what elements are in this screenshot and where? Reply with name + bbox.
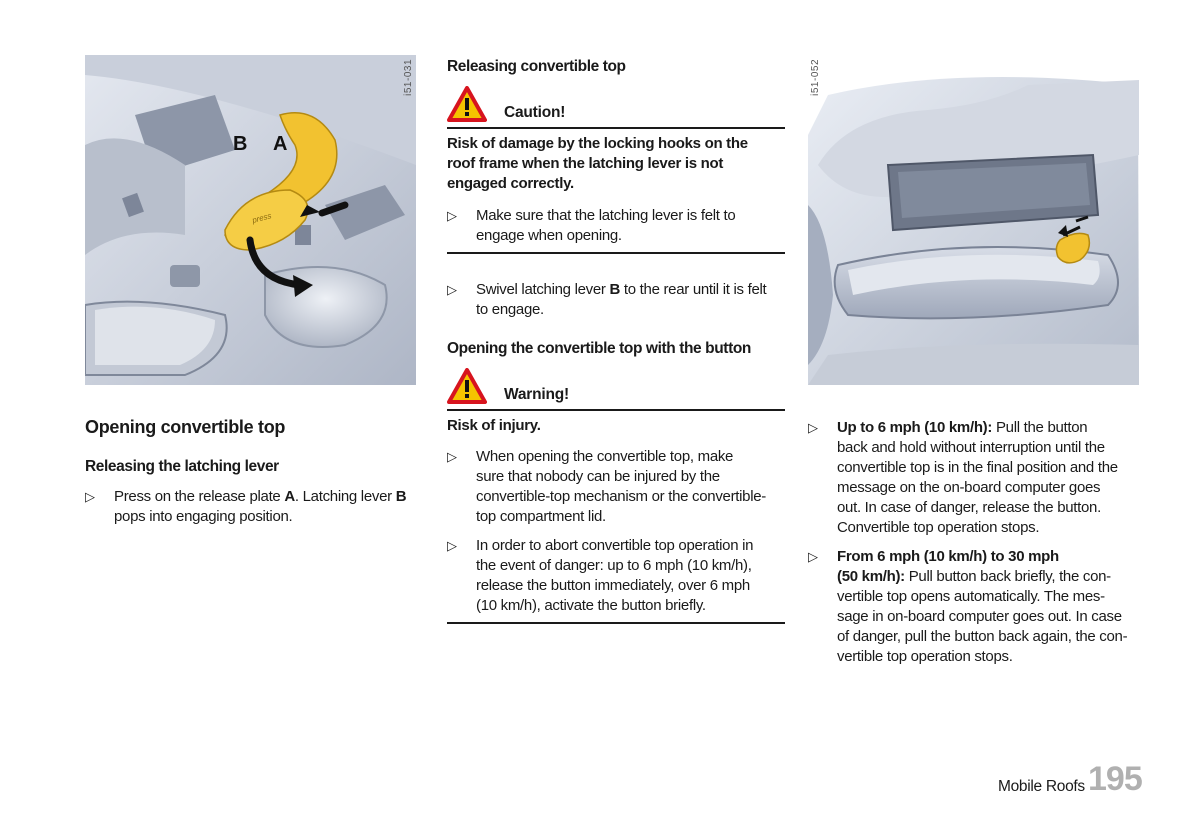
warning-header — [447, 368, 785, 404]
bullet-marker: ▷ — [447, 538, 457, 553]
divider — [447, 622, 785, 624]
svg-text:press: press — [251, 211, 273, 225]
warning-text: Risk of injury. — [447, 417, 541, 434]
bullet-marker: ▷ — [85, 489, 95, 504]
label-a: A — [273, 133, 288, 155]
bullet-marker: ▷ — [447, 208, 457, 223]
warning-label: Warning! — [504, 386, 569, 403]
convertible-top-button-illustration — [808, 55, 1139, 385]
latching-lever-illustration — [85, 55, 416, 385]
subsection-title: Releasing the latching lever — [85, 458, 279, 475]
bullet-marker: ▷ — [447, 449, 457, 464]
footer-section-name: Mobile Roofs — [998, 778, 1085, 795]
subsection-title: Opening the convertible top with the button — [447, 340, 751, 357]
subsection-title: Releasing convertible top — [447, 58, 626, 75]
bullet-marker: ▷ — [808, 420, 818, 435]
divider — [447, 252, 785, 254]
divider — [447, 409, 785, 411]
warning-triangle-icon — [447, 86, 487, 122]
bullet-marker: ▷ — [447, 282, 457, 297]
figure-code: i51-031 — [403, 59, 414, 96]
divider — [447, 127, 785, 129]
caution-header — [447, 86, 785, 122]
caution-text: Risk of damage by the locking hooks on the roof frame when the latching lever is not engaged correctly. — [447, 135, 748, 192]
caution-label: Caution! — [504, 104, 566, 121]
figure-code: i51-052 — [810, 59, 821, 96]
label-b: B — [233, 133, 248, 155]
section-title: Opening convertible top — [85, 417, 286, 437]
bullet-marker: ▷ — [808, 549, 818, 564]
warning-triangle-icon — [447, 368, 487, 404]
page-number: 195 — [1088, 760, 1142, 798]
